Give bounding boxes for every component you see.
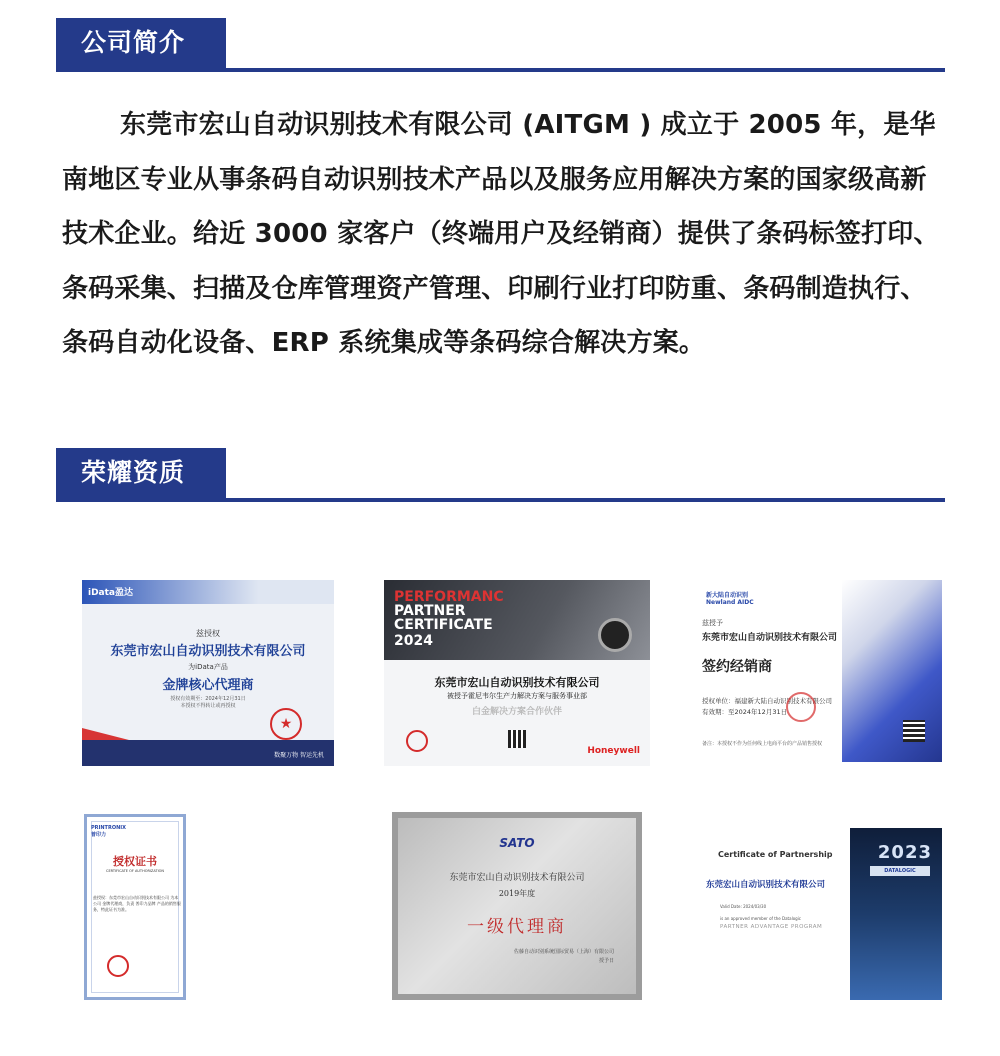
cert-program: PARTNER ADVANTAGE PROGRAM xyxy=(720,924,823,930)
certificate-idata xyxy=(82,580,334,766)
cert-year: 2019年度 xyxy=(498,889,536,898)
section-divider xyxy=(56,498,945,502)
cert-member-line: is an approved member of the Datalogic xyxy=(720,916,801,921)
cert-subtitle: CERTIFICATE OF AUTHORIZATION xyxy=(106,869,164,873)
red-seal-icon: ★ xyxy=(270,708,302,740)
cert-partner-label: PARTNER xyxy=(394,603,466,619)
cert-issuer: 佐藤自动识别系统国际贸易（上海）有限公司 授予日 xyxy=(513,949,614,964)
certificate-authorization xyxy=(84,814,186,1000)
cert-company-name: 东莞市宏山自动识别技术有限公司 xyxy=(449,873,585,883)
cert-title: 签约经销商 xyxy=(702,659,772,675)
section-header-honors xyxy=(56,448,945,502)
cert-description: 被授予霍尼韦尔生产力解决方案与服务事业部 xyxy=(447,692,587,700)
cert-title: 一级代理商 xyxy=(467,917,567,937)
cert-company-name: 东莞市宏山自动识别技术有限公司 xyxy=(434,676,600,689)
cert-details: 授权单位：福建新大陆自动识别技术有限公司 有效期：至2024年12月31日 xyxy=(702,697,832,716)
platinum-badge-icon xyxy=(598,618,632,652)
cert-year: 2024 xyxy=(394,633,433,649)
cert-company-name: 东莞宏山自动识别技术有限公司 xyxy=(706,880,826,890)
cert-grant-line: 兹授权 xyxy=(196,629,220,638)
cert-note: 备注：本授权不作为任何线上电商平台的产品销售授权 xyxy=(702,741,823,747)
red-seal-icon xyxy=(786,692,816,722)
red-seal-icon xyxy=(406,730,428,752)
printronix-logo: PRINTRONIX 普印力 xyxy=(91,825,126,838)
certificate-sato-plaque xyxy=(392,812,642,1000)
cert-company-name: 东莞市宏山自动识别技术有限公司 xyxy=(110,644,306,659)
certificate-newland xyxy=(698,580,942,762)
cert-body: 兹授权：东莞市宏山自动识别技术有限公司 为本公司 金牌代理商，负责 普印力品牌 产品的销售服务，特此证书为准。 xyxy=(93,895,181,912)
section-header-company-intro xyxy=(56,18,945,72)
qr-code-icon xyxy=(903,720,925,742)
section-title-company-intro: 公司简介 xyxy=(56,18,226,68)
newland-logo: 新大陆自动识别 Newland AIDC xyxy=(706,592,754,606)
cert-heading: Certificate of Partnership xyxy=(718,850,833,859)
sato-logo: SATO xyxy=(499,836,535,850)
cert-valid-date: Valid Date: 2024/03/30 xyxy=(720,904,767,909)
certificate-datalogic xyxy=(700,828,942,1000)
cert-blue-decor xyxy=(842,580,942,762)
cert-title: 金牌核心代理商 xyxy=(162,678,254,693)
cert-certificate-label: CERTIFICATE xyxy=(394,617,493,633)
cert-performance-label: PERFORMANC xyxy=(394,589,504,605)
cert-product-line: 为iData产品 xyxy=(188,663,228,671)
section-divider xyxy=(56,68,945,72)
datalogic-logo: DATALOGIC xyxy=(870,866,930,876)
cert-title: 白金解决方案合作伙伴 xyxy=(471,707,562,717)
idata-logo: iData盈达 xyxy=(88,588,134,598)
certificate-honeywell xyxy=(384,580,650,766)
qr-code-icon xyxy=(508,730,526,748)
company-intro-paragraph: 东莞市宏山自动识别技术有限公司 (AITGM ) 成立于 2005 年，是华南地区专业从事条码自动识别技术产品以及服务应用解决方案的国家级高新技术企业。给近 3000 家客户（终端用户及经销商）提供了条码标签打印、条码采集、扫描及仓库管理资产管理、印刷行业打印防重、条码制造执行、条码自动化设备、ERP 系统集成等条码综合解决方案。 xyxy=(62,110,940,358)
red-seal-icon xyxy=(107,955,129,977)
cert-grant-line: 兹授予 xyxy=(702,619,723,627)
cert-company-name: 东莞市宏山自动识别技术有限公司 xyxy=(702,633,838,643)
section-title-honors: 荣耀资质 xyxy=(56,448,226,498)
cert-validity: 授权有效期至：2024年12月31日 本授权不得转让或再授权 xyxy=(170,696,246,709)
cert-title: 授权证书 xyxy=(113,855,157,868)
cert-footer-slogan: 数聚万物 智运先机 xyxy=(274,752,324,759)
brochure-year: 2023 xyxy=(877,842,932,863)
honeywell-logo: Honeywell xyxy=(587,746,640,756)
